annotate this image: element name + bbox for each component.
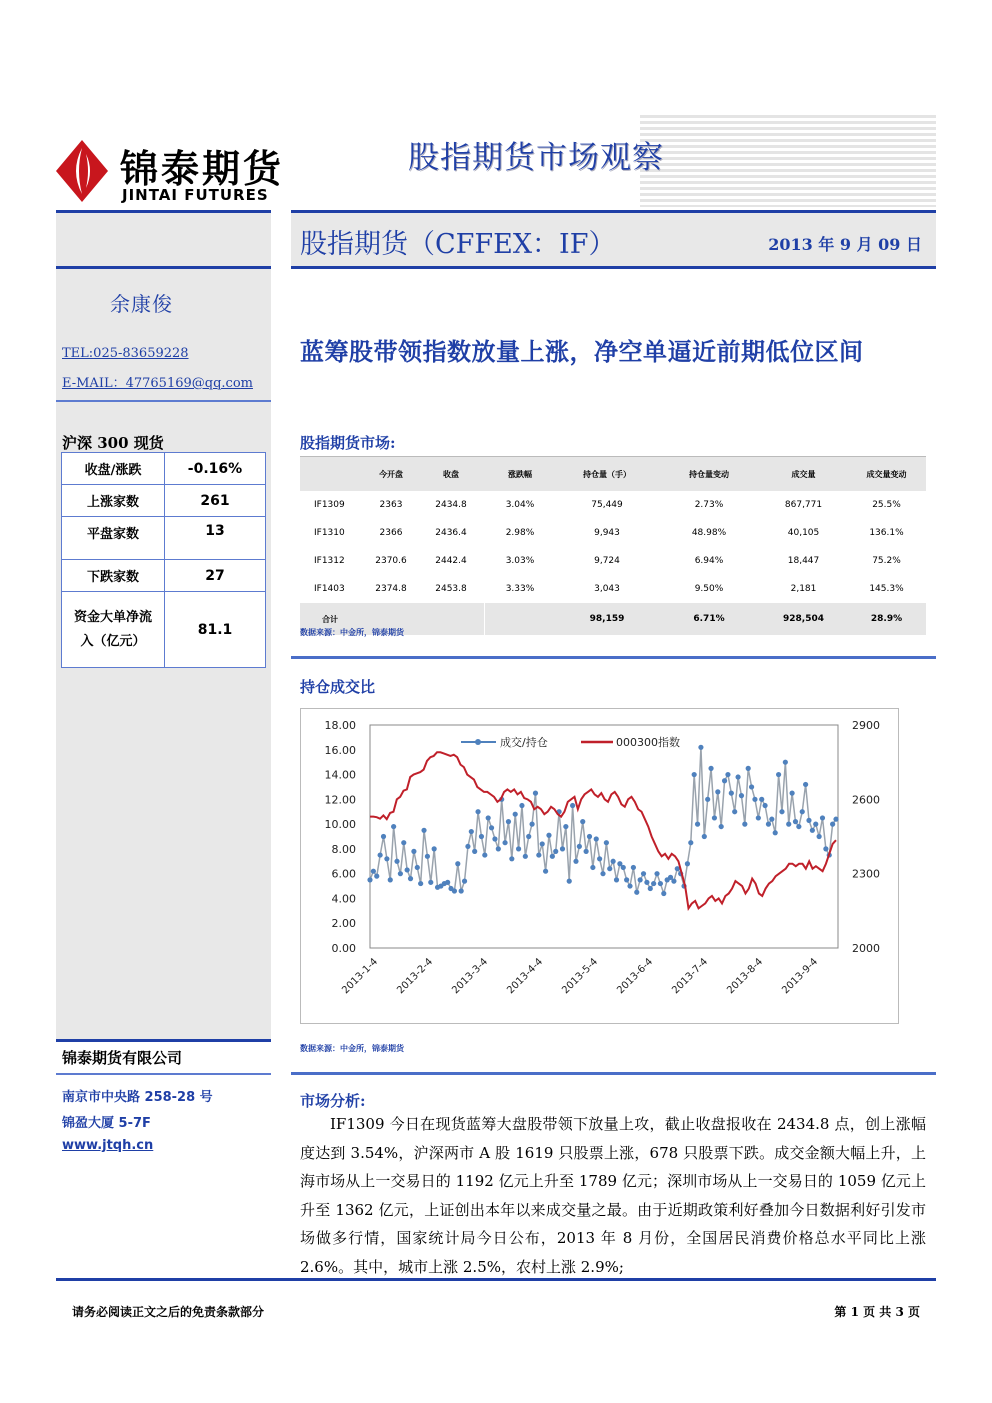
ratio-data-point: [756, 815, 761, 820]
ratio-data-point: [506, 819, 511, 824]
ratio-data-point: [550, 854, 555, 859]
ratio-data-point: [790, 791, 795, 796]
line-chart: [301, 709, 898, 1023]
sidebar-top-rule: [56, 210, 271, 213]
ratio-data-point: [631, 865, 636, 870]
ratio-data-point: [830, 822, 835, 827]
ratio-data-point: [594, 836, 599, 841]
ratio-data-point: [516, 846, 521, 851]
cell: IF1309: [314, 500, 345, 510]
sidebar-company-rule-2: [56, 1073, 271, 1075]
footer-rule: [56, 1278, 936, 1281]
cell: 3.03%: [505, 556, 535, 566]
ratio-data-point: [425, 854, 430, 859]
plot-area: [370, 725, 838, 948]
ratio-data-point: [600, 871, 605, 876]
y-left-tick-label: 6.00: [331, 867, 356, 881]
company-name: 锦泰期货有限公司: [62, 1049, 183, 1067]
logo-text-cn: 锦泰期货: [120, 147, 285, 191]
cell: 2.98%: [505, 528, 535, 538]
cell: 2,181: [790, 584, 817, 594]
ratio-data-point: [638, 877, 643, 882]
ratio-data-point: [624, 877, 629, 882]
cell: 6.71%: [658, 603, 760, 635]
ratio-data-point: [384, 856, 389, 861]
cell: 2363: [379, 500, 403, 510]
ratio-data-point: [553, 849, 558, 854]
ratio-data-point: [688, 840, 693, 845]
cell: 2374.8: [375, 584, 407, 594]
cell: IF1310: [314, 528, 345, 538]
table-header-row: [300, 457, 926, 492]
x-tick-label: 2013-1-4: [340, 956, 381, 997]
spot-key: 上涨家数: [62, 485, 165, 517]
ratio-data-point: [759, 797, 764, 802]
headline: 蓝筹股带领指数放量上涨，净空单逼近前期低位区间: [300, 337, 864, 366]
spot-key: 平盘家数: [62, 517, 165, 560]
ratio-data-point: [428, 880, 433, 885]
col-header: 持仓量变动: [658, 457, 760, 492]
cell: 145.3%: [869, 584, 904, 594]
cell: 6.94%: [694, 556, 724, 566]
ratio-data-point: [735, 774, 740, 779]
ratio-data-point: [776, 772, 781, 777]
ratio-data-point: [388, 877, 393, 882]
x-tick-label: 2013-9-4: [780, 956, 821, 997]
market-table: [300, 456, 926, 635]
ratio-data-point: [779, 809, 784, 814]
ratio-data-point: [651, 881, 656, 886]
address-line-1: 南京市中央路 258-28 号: [62, 1090, 213, 1105]
cell: 3,043: [594, 584, 620, 594]
analysis-paragraph: IF1309 今日在现货蓝筹大盘股带领下放量上攻，截止收盘报收在 2434.8 点，创上涨幅度达到 3.54%，沪深两市 A 股 1619 只股票上涨，678 只股票下跌。成交金额大幅上升，上海市场从上一交易日的 1192 亿元上升至 1789 亿元；深圳市场从上一交易日的 1059 亿元上升至 1362 亿元，上证创出本年以来成交量之最。由于近期政策利好叠加今日数据利好引发市场做多行情，国家统计局今日公布，2013 年 8 月份，全国居民消费价格总水平同比上涨 2.6%。其中，城市上涨 2.5%，农村上涨 2.9%;: [300, 1115, 926, 1276]
ratio-data-point: [570, 803, 575, 808]
ratio-data-point: [604, 840, 609, 845]
ratio-data-point: [725, 772, 730, 777]
table-row: [300, 519, 926, 547]
main-rule: [291, 266, 936, 269]
ratio-data-point: [462, 879, 467, 884]
spot-value: 261: [165, 485, 266, 517]
cell: 9.50%: [694, 584, 724, 594]
disclaimer-note: 请务必阅读正文之后的免责条款部分: [72, 1305, 265, 1319]
cell: 98,159: [556, 603, 658, 635]
ratio-data-point: [803, 782, 808, 787]
ratio-data-point: [367, 877, 372, 882]
logo-text-en: JINTAI FUTURES: [122, 186, 269, 204]
table-row: [62, 517, 266, 560]
cell: 合计: [300, 603, 364, 635]
ratio-data-point: [513, 812, 518, 817]
cell: 928,504: [760, 603, 847, 635]
chart-section-rule: [291, 656, 936, 659]
table-row: [300, 547, 926, 575]
y-right-tick-label: 2600: [852, 793, 880, 807]
cell: 9,724: [594, 556, 620, 566]
x-tick-label: 2013-7-4: [670, 956, 711, 997]
ratio-data-point: [739, 793, 744, 798]
cell: 2434.8: [435, 500, 467, 510]
ratio-data-point: [634, 890, 639, 895]
ratio-data-point: [621, 865, 626, 870]
legend-index-label: 000300指数: [616, 736, 680, 749]
ratio-data-point: [732, 809, 737, 814]
company-logo: [56, 140, 108, 202]
table-row: [62, 560, 266, 592]
ratio-data-point: [455, 861, 460, 866]
ratio-data-point: [685, 861, 690, 866]
ratio-data-point: [398, 871, 403, 876]
report-date: 2013 年 9 月 09 日: [768, 235, 922, 254]
chart-legend: [461, 735, 680, 749]
cell: 2.73%: [694, 500, 724, 510]
cell: [418, 603, 484, 635]
cell: 2453.8: [435, 584, 467, 594]
author-name: 余康俊: [110, 292, 173, 316]
spot-key: 收盘/涨跌: [62, 453, 165, 485]
spot-title: 沪深 300 现货: [62, 434, 164, 452]
ratio-data-point: [546, 833, 551, 838]
table-row: [62, 485, 266, 517]
ratio-data-point: [486, 815, 491, 820]
legend-ratio-marker: [475, 739, 481, 745]
ratio-data-point: [475, 809, 480, 814]
y-left-tick-label: 2.00: [331, 917, 356, 931]
x-tick-label: 2013-4-4: [505, 956, 546, 997]
website-link[interactable]: www.jtqh.cn: [62, 1138, 154, 1153]
ratio-data-point: [813, 822, 818, 827]
cell: 136.1%: [869, 528, 904, 538]
cell: 40,105: [787, 528, 820, 538]
ratio-data-point: [722, 778, 727, 783]
x-tick-label: 2013-8-4: [725, 956, 766, 997]
ratio-data-point: [587, 834, 592, 839]
ratio-data-point: [371, 869, 376, 874]
ratio-data-point: [509, 856, 514, 861]
ratio-data-point: [563, 824, 568, 829]
y-left-tick-label: 18.00: [324, 719, 356, 732]
ratio-data-point: [533, 791, 538, 796]
ratio-data-point: [769, 817, 774, 822]
col-header: 收盘: [418, 457, 484, 492]
email-link[interactable]: E-MAIL：47765169@qq.com: [62, 376, 253, 391]
ratio-data-point: [421, 828, 426, 833]
ratio-data-point: [580, 819, 585, 824]
ratio-data-point: [432, 846, 437, 851]
ratio-data-point: [401, 840, 406, 845]
x-tick-label: 2013-3-4: [450, 956, 491, 997]
cell: [484, 603, 556, 635]
ratio-data-point: [405, 867, 410, 872]
tel-link[interactable]: TEL:025-83659228: [62, 346, 189, 361]
ratio-data-point: [762, 803, 767, 808]
spot-value: 13: [165, 517, 266, 560]
analysis-section-title: 市场分析:: [300, 1092, 366, 1110]
spot-value: 81.1: [165, 592, 266, 668]
cell: IF1312: [314, 556, 345, 566]
ratio-data-point: [708, 766, 713, 771]
spot-value: -0.16%: [165, 453, 266, 485]
cell: 75,449: [591, 500, 623, 510]
ratio-data-point: [742, 822, 747, 827]
spot-value: 27: [165, 560, 266, 592]
ratio-data-point: [519, 803, 524, 808]
y-left-tick-label: 0.00: [331, 942, 356, 955]
ratio-data-point: [567, 879, 572, 884]
ratio-data-point: [749, 784, 754, 789]
ratio-data-point: [577, 844, 582, 849]
ratio-data-point: [489, 825, 494, 830]
y-right-tick-label: 2000: [852, 942, 880, 955]
ratio-data-point: [796, 824, 801, 829]
cell: 867,771: [784, 500, 823, 510]
y-right-tick-label: 2300: [852, 867, 880, 881]
logo-diamond-icon: [56, 140, 108, 202]
sidebar-rule: [56, 266, 271, 269]
ratio-data-point: [526, 834, 531, 839]
cell: 75.2%: [872, 556, 901, 566]
table-row: [62, 453, 266, 485]
cell: 48.98%: [691, 528, 727, 538]
cell: 2370.6: [375, 556, 407, 566]
ratio-data-point: [418, 881, 423, 886]
y-right-tick-label: 2900: [852, 719, 880, 732]
table-row: [300, 491, 926, 519]
y-left-tick-label: 14.00: [324, 768, 356, 782]
ratio-data-point: [611, 859, 616, 864]
cell: 3.04%: [505, 500, 535, 510]
ratio-data-point: [543, 869, 548, 874]
ratio-data-point: [452, 888, 457, 893]
ratio-data-point: [641, 871, 646, 876]
table-row: [62, 592, 266, 668]
table-row: [300, 575, 926, 603]
main-top-rule: [291, 210, 936, 213]
ratio-data-point: [523, 854, 528, 859]
subhead-title: 股指期货（CFFEX：IF）: [300, 229, 616, 260]
col-header: 持仓量（手）: [556, 457, 658, 492]
ratio-data-point: [715, 789, 720, 794]
ratio-data-point: [492, 836, 497, 841]
ratio-data-point: [833, 817, 838, 822]
ratio-data-point: [394, 859, 399, 864]
ratio-data-point: [584, 849, 589, 854]
ratio-data-point: [654, 871, 659, 876]
report-title: 股指期货市场观察: [408, 140, 664, 176]
ratio-data-point: [695, 822, 700, 827]
ratio-data-point: [597, 856, 602, 861]
ratio-data-point: [540, 841, 545, 846]
ratio-data-point: [459, 888, 464, 893]
spot-key: 下跌家数: [62, 560, 165, 592]
x-tick-label: 2013-6-4: [615, 956, 656, 997]
legend-ratio-label: 成交/持仓: [500, 736, 548, 749]
ratio-data-point: [773, 830, 778, 835]
ratio-data-point: [590, 865, 595, 870]
ratio-data-point: [729, 791, 734, 796]
chart-source-note: 数据来源：中金所，锦泰期货: [300, 1043, 404, 1053]
ratio-data-point: [648, 886, 653, 891]
cell: 2436.4: [435, 528, 467, 538]
market-section-title: 股指期货市场:: [300, 434, 396, 452]
analysis-section-rule: [291, 1072, 936, 1075]
ratio-data-point: [712, 815, 717, 820]
ratio-data-point: [702, 834, 707, 839]
ratio-data-point: [746, 766, 751, 771]
page-number: 第 1 页 共 3 页: [834, 1305, 920, 1319]
ratio-data-point: [627, 883, 632, 888]
cell: IF1403: [314, 584, 345, 594]
ratio-data-point: [800, 809, 805, 814]
ratio-data-point: [502, 840, 507, 845]
ratio-data-point: [560, 846, 565, 851]
ratio-data-point: [786, 822, 791, 827]
cell: 3.33%: [505, 584, 535, 594]
ratio-data-point: [536, 852, 541, 857]
y-left-tick-label: 10.00: [324, 818, 356, 832]
ratio-data-point: [408, 876, 413, 881]
x-tick-label: 2013-2-4: [395, 956, 436, 997]
cell: 25.5%: [872, 500, 901, 510]
cell: 2442.4: [435, 556, 467, 566]
ratio-data-point: [529, 822, 534, 827]
col-header: 成交量: [760, 457, 847, 492]
ratio-data-point: [465, 844, 470, 849]
ratio-data-point: [374, 874, 379, 879]
col-header: 成交量变动: [847, 457, 926, 492]
chart-frame: [300, 708, 899, 1024]
ratio-data-point: [817, 834, 822, 839]
address-line-2: 锦盈大厦 5-7F: [62, 1116, 151, 1131]
cell: 18,447: [787, 556, 820, 566]
ratio-data-point: [671, 879, 676, 884]
ratio-data-point: [698, 745, 703, 750]
ratio-data-point: [381, 834, 386, 839]
ratio-data-point: [445, 880, 450, 885]
y-left-tick-label: 12.00: [324, 793, 356, 807]
sidebar-company-rule: [56, 1039, 271, 1042]
ratio-data-point: [469, 829, 474, 834]
ratio-data-point: [496, 846, 501, 851]
header-stripes: [640, 115, 936, 207]
ratio-data-point: [752, 797, 757, 802]
ratio-data-point: [705, 797, 710, 802]
ratio-data-point: [823, 846, 828, 851]
ratio-data-point: [661, 891, 666, 896]
ratio-data-point: [766, 822, 771, 827]
col-header: 今开盘: [364, 457, 418, 492]
spot-key: 资金大单净流入（亿元）: [62, 592, 165, 668]
col-header: [300, 457, 364, 492]
ratio-data-point: [719, 824, 724, 829]
y-left-tick-label: 4.00: [331, 892, 356, 906]
ratio-data-point: [378, 852, 383, 857]
ratio-data-point: [644, 880, 649, 885]
ratio-data-point: [783, 760, 788, 765]
y-left-tick-label: 8.00: [331, 842, 356, 856]
sidebar-contact-rule: [56, 400, 271, 402]
ratio-data-point: [415, 865, 420, 870]
ratio-data-point: [658, 881, 663, 886]
ratio-data-point: [391, 824, 396, 829]
ratio-data-point: [810, 828, 815, 833]
ratio-data-point: [573, 859, 578, 864]
col-header: 涨跌幅: [484, 457, 556, 492]
cell: 9,943: [594, 528, 620, 538]
ratio-data-point: [820, 815, 825, 820]
cell: 28.9%: [847, 603, 926, 635]
ratio-data-point: [472, 849, 477, 854]
table-source-note: 数据来源：中金所，锦泰期货: [300, 627, 404, 637]
chart-section-title: 持仓成交比: [300, 678, 376, 696]
ratio-data-point: [614, 877, 619, 882]
ratio-data-point: [411, 849, 416, 854]
ratio-data-point: [806, 818, 811, 823]
x-tick-label: 2013-5-4: [560, 956, 601, 997]
ratio-data-point: [482, 852, 487, 857]
ratio-data-point: [793, 819, 798, 824]
cell: 2366: [379, 528, 403, 538]
ratio-data-point: [479, 834, 484, 839]
ratio-data-point: [607, 866, 612, 871]
ratio-data-point: [692, 772, 697, 777]
y-left-tick-label: 16.00: [324, 743, 356, 757]
spot-table: [61, 452, 266, 668]
